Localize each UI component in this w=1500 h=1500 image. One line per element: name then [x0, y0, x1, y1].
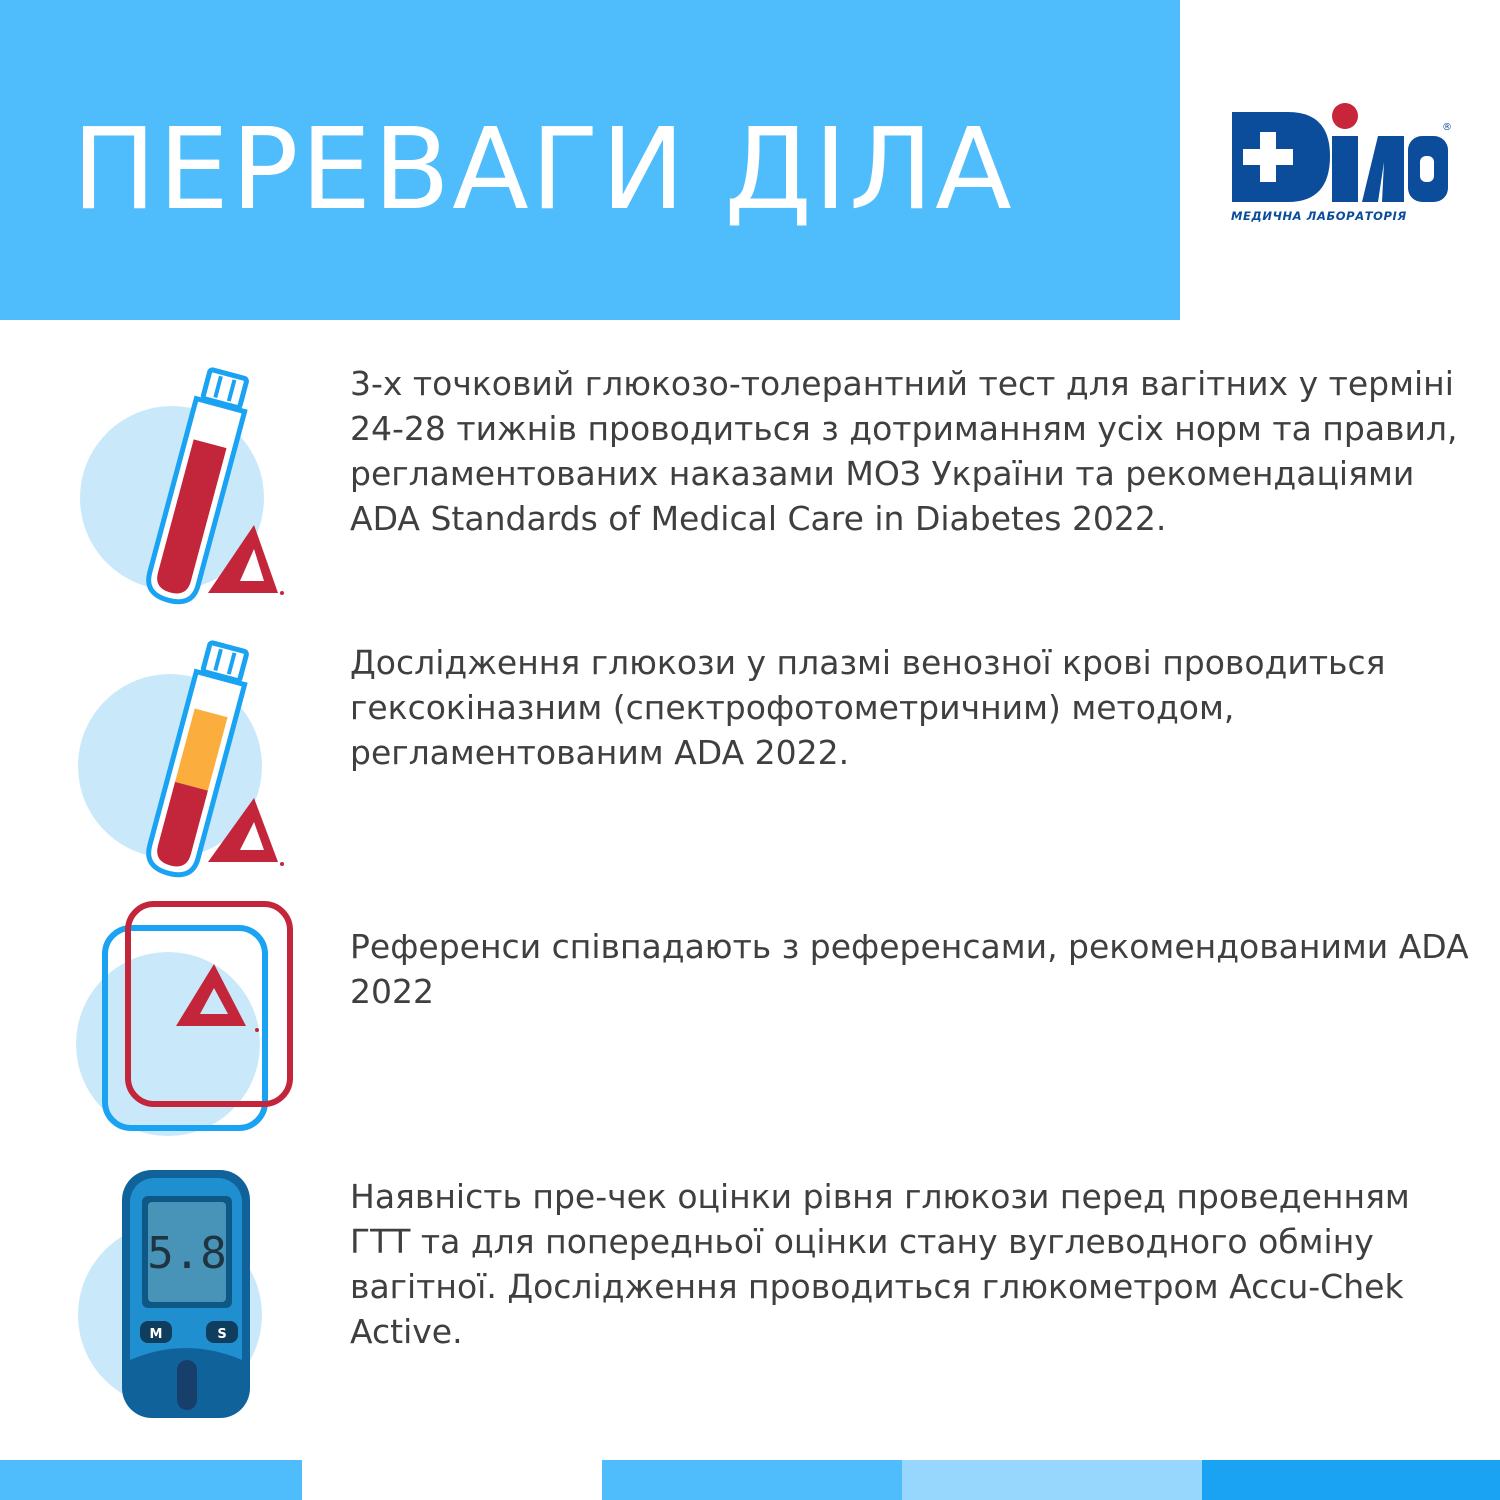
footer-stripe-5 [1202, 1460, 1500, 1500]
header-banner [0, 0, 1180, 320]
glucometer-icon [60, 1160, 300, 1420]
logo-mark-icon [1228, 98, 1454, 208]
footer-stripe-1 [0, 1460, 302, 1500]
registered-mark: ® [1442, 122, 1452, 133]
footer-stripe-4 [902, 1460, 1202, 1500]
page-title: ПЕРЕВАГИ ДІЛА [72, 105, 1014, 235]
ada-reference-frame-icon [60, 890, 300, 1140]
plasma-test-tube-icon [60, 628, 300, 878]
benefit-text-3: Референси співпадають з референсами, рекомендованими ADA 2022 [350, 927, 1469, 1011]
benefit-text-2: Дослідження глюкози у плазмі венозної крові проводиться гексокіназним (спектрофотометричним) методом, регламентованим ADA 2022. [350, 643, 1386, 772]
benefit-text-4: Наявність пре-чек оцінки рівня глюкози перед проведенням ГТТ та для попередньої оцінки стану вуглеводного обміну вагітної. Дослідження проводиться глюкометром Accu-Chek Active. [350, 1177, 1410, 1351]
glucometer-button-s: S [217, 1327, 227, 1342]
blood-test-tube-icon [60, 355, 300, 605]
benefit-text-1: 3-х точковий глюкозо-толерантний тест для вагітних у терміні 24-28 тижнів проводиться з дотриманням усіх норм та правил, регламентованих наказами МОЗ України та рекомендаціями ADA Standards of Medical Care in Diabetes 2022. [350, 364, 1458, 538]
logo-caption: МЕДИЧНА ЛАБОРАТОРІЯ [1231, 209, 1407, 223]
footer-stripe-3 [602, 1460, 902, 1500]
footer-stripe-2 [302, 1460, 602, 1500]
glucometer-display: 5.8 [147, 1228, 227, 1279]
glucometer-button-m: M [149, 1327, 163, 1342]
dila-logo [1228, 98, 1454, 228]
